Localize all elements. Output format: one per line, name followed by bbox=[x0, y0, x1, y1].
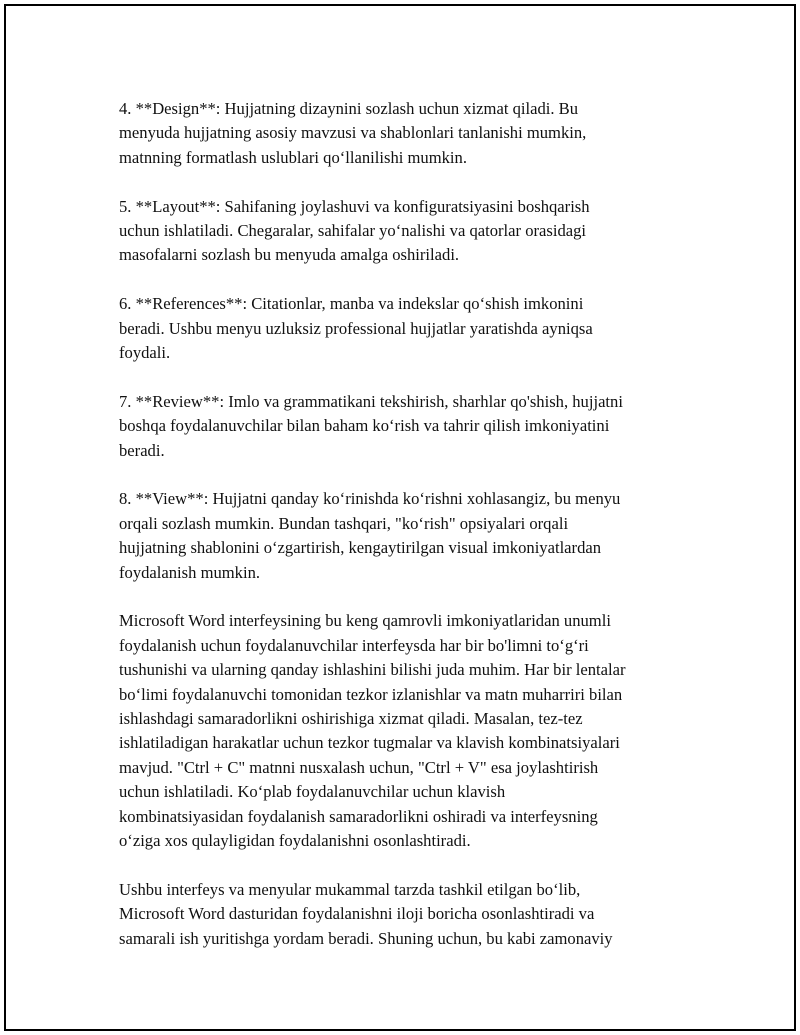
text-line: samarali ish yuritishga yordam beradi. Shuning uchun, bu kabi zamonaviy bbox=[119, 928, 613, 948]
document-paragraph bbox=[119, 390, 689, 463]
text-line: masofalarni sozlash bu menyuda amalga oshiriladi. bbox=[119, 245, 460, 265]
text-line: beradi. bbox=[119, 440, 165, 460]
text-line: Microsoft Word dasturidan foydalanishni iloji boricha osonlashtiradi va bbox=[119, 904, 595, 924]
page-frame bbox=[4, 4, 796, 1031]
text-line: 5. **Layout**: Sahifaning joylashuvi va konfiguratsiyasini boshqarish bbox=[119, 196, 590, 216]
document-paragraph bbox=[119, 97, 689, 170]
document-body bbox=[119, 97, 689, 976]
document-paragraph bbox=[119, 195, 689, 268]
document-paragraph bbox=[119, 878, 689, 951]
text-line: ishlatiladigan harakatlar uchun tezkor tugmalar va klavish kombinatsiyalari bbox=[119, 733, 620, 753]
text-line: hujjatning shablonini o‘zgartirish, kengaytirilgan visual imkoniyatlardan bbox=[119, 538, 602, 558]
text-line: tushunishi va ularning qanday ishlashini bilishi juda muhim. Har bir lentalar bbox=[119, 660, 626, 680]
text-line: ishlashdagi samaradorlikni oshirishiga xizmat qiladi. Masalan, tez-tez bbox=[119, 709, 583, 729]
text-line: orqali sozlash mumkin. Bundan tashqari, "ko‘rish" opsiyalari orqali bbox=[119, 513, 569, 533]
text-line: foydali. bbox=[119, 343, 171, 363]
text-line: beradi. Ushbu menyu uzluksiz professional hujjatlar yaratishda ayniqsa bbox=[119, 318, 593, 338]
text-line: bo‘limi foydalanuvchi tomonidan tezkor izlanishlar va matn muharriri bilan bbox=[119, 684, 623, 704]
text-line: kombinatsiyasidan foydalanish samaradorlikni oshiradi va interfeysning bbox=[119, 806, 598, 826]
text-line: 4. **Design**: Hujjatning dizaynini sozlash uchun xizmat qiladi. Bu bbox=[119, 99, 579, 118]
document-paragraph bbox=[119, 292, 689, 365]
text-line: 7. **Review**: Imlo va grammatikani tekshirish, sharhlar qo'shish, hujjatni bbox=[119, 391, 623, 411]
text-line: o‘ziga xos qulayligidan foydalanishni osonlashtiradi. bbox=[119, 831, 471, 851]
document-paragraph bbox=[119, 609, 689, 853]
text-line: 8. **View**: Hujjatni qanday ko‘rinishda ko‘rishni xohlasangiz, bu menyu bbox=[119, 489, 621, 509]
text-line: mavjud. "Ctrl + C" matnni nusxalash uchun, "Ctrl + V" esa joylashtirish bbox=[119, 757, 599, 777]
text-line: 6. **References**: Citationlar, manba va indekslar qo‘shish imkonini bbox=[119, 294, 584, 314]
document-paragraph bbox=[119, 487, 689, 585]
text-line: foydalanish mumkin. bbox=[119, 562, 261, 582]
text-line: boshqa foydalanuvchilar bilan baham ko‘rish va tahrir qilish imkoniyatini bbox=[119, 416, 610, 436]
text-line: menyuda hujjatning asosiy mavzusi va shablonlari tanlanishi mumkin, bbox=[119, 123, 587, 143]
text-line: foydalanish uchun foydalanuvchilar interfeysda har bir bo'limni to‘g‘ri bbox=[119, 635, 589, 655]
text-line: uchun ishlatiladi. Chegaralar, sahifalar yo‘nalishi va qatorlar orasidagi bbox=[119, 221, 587, 241]
text-line: Microsoft Word interfeysining bu keng qamrovli imkoniyatlaridan unumli bbox=[119, 611, 611, 631]
text-line: Ushbu interfeys va menyular mukammal tarzda tashkil etilgan bo‘lib, bbox=[119, 879, 581, 899]
text-line: uchun ishlatiladi. Ko‘plab foydalanuvchilar uchun klavish bbox=[119, 782, 506, 802]
text-line: matnning formatlash uslublari qo‘llanilishi mumkin. bbox=[119, 147, 467, 167]
